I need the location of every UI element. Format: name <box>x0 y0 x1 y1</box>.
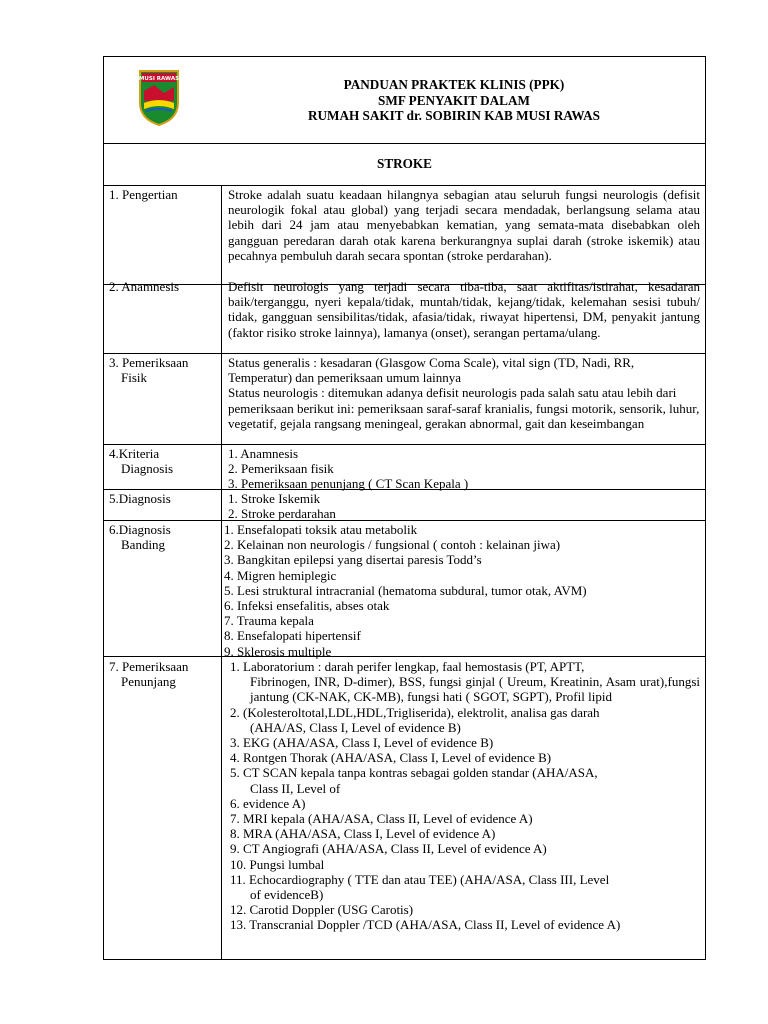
list-item: 2. Kelainan non neurologis / fungsional ( contoh : kelainan jiwa) <box>224 537 561 553</box>
list-item: 4. Rontgen Thorak (AHA/ASA, Class I, Level of evidence B) <box>230 750 552 766</box>
list-item: 12. Carotid Doppler (USG Carotis) <box>230 902 414 918</box>
label-diagnosis: 5.Diagnosis <box>109 491 171 506</box>
list-item: 8. MRA (AHA/ASA, Class I, Level of evidence A) <box>230 826 496 842</box>
list-item: 1. Laboratorium : darah perifer lengkap, faal hemostasis (PT, APTT, <box>230 659 585 674</box>
list-diagnosis-banding <box>224 522 587 659</box>
list-item: 6. Infeksi ensefalitis, abses otak <box>224 598 390 614</box>
list-item: 1. Ensefalopati toksik atau metabolik <box>224 522 418 537</box>
header-title-block <box>254 77 654 124</box>
list-item: 3. EKG (AHA/ASA, Class I, Level of evidence B) <box>230 735 494 751</box>
text-anamnesis: Defisit neurologis yang terjadi secara tiba-tiba, saat aktifitas/istirahat, kesadaran baik/terganggu, nyeri kepala/tidak, muntah/tidak, kejang/tidak, kelemahan sesisi tubuh/ tidak, gangguan sensibilitas/tidak, afasia/tidak, riwayat hipertensi, DM, penyakit jantung (faktor risiko stroke lainnya), lamanya (onset), serangan pertama/ulang. <box>228 279 700 340</box>
header-line-3: RUMAH SAKIT dr. SOBIRIN KAB MUSI RAWAS <box>307 108 600 123</box>
document-title-row <box>104 143 705 186</box>
label-line: Penunjang <box>121 674 176 689</box>
document-header <box>104 57 705 144</box>
list-item: 9. Sklerosis multiple <box>224 643 332 659</box>
list-item: 1. Anamnesis <box>228 446 299 461</box>
ppk-document <box>103 56 706 960</box>
status-neurologis: Status neurologis : ditemukan adanya defisit neurologis pada salah satu atau lebih dari pemeriksaan berikut ini: pemeriksaan saraf-saraf kranialis, fungsi motorik, sensorik, luhur, vegetatif, gejala rangsang meningeal, gerakan abnormal, gait dan keseimbangan <box>228 385 700 431</box>
list-item: 8. Ensefalopati hipertensif <box>224 628 361 644</box>
header-line-2: SMF PENYAKIT DALAM <box>378 92 530 108</box>
header-line-1: PANDUAN PRAKTEK KLINIS (PPK) <box>343 77 565 92</box>
label-pengertian: 1. Pengertian <box>109 187 178 202</box>
list-item: 7. MRI kepala (AHA/ASA, Class II, Level of evidence A) <box>230 811 533 827</box>
svg-text:MUSI RAWAS: MUSI RAWAS <box>138 76 180 82</box>
list-item: 6. evidence A) <box>230 795 306 811</box>
list-item-continuation: of evidenceB) <box>250 887 324 903</box>
list-item-continuation: Class II, Level of <box>250 780 341 796</box>
list-item-continuation: (AHA/AS, Class I, Level of evidence B) <box>250 719 461 735</box>
label-pemeriksaan-fisik <box>109 355 188 385</box>
list-item: 7. Trauma kepala <box>224 613 314 629</box>
column-divider <box>221 185 222 959</box>
list-item: 5. Lesi struktural intracranial (hematoma subdural, tumor otak, AVM) <box>224 582 587 598</box>
list-item: 5. CT SCAN kepala tanpa kontras sebagai golden standar (AHA/ASA, <box>230 765 598 781</box>
row-divider <box>104 353 705 354</box>
label-anamnesis: 2. Anamnesis <box>109 279 180 294</box>
list-item: 11. Echocardiography ( TTE dan atau TEE) (AHA/ASA, Class III, Level <box>230 871 610 887</box>
label-pemeriksaan-penunjang <box>109 659 188 689</box>
list-item: 3. Bangkitan epilepsi yang disertai paresis Todd’s <box>224 552 482 568</box>
label-line: 4.Kriteria <box>109 446 160 461</box>
text-pengertian: Stroke adalah suatu keadaan hilangnya sebagian atau seluruh fungsi neurologis (defisit neurologik fokal atau global) yang terjadi secara mendadak, berlangsung selama atau lebih dari 24 jam atau menyebabkan kematian, yang semata-mata disebabkan oleh gangguan peredaran darah otak karena berkurangnya suplai darah (stroke iskemik) atau pecahnya pembuluh darah secara spontan (stroke perdarahan). <box>228 187 700 263</box>
musi-rawas-emblem-icon <box>138 69 180 127</box>
list-item: 2. Pemeriksaan fisik <box>228 461 334 477</box>
list-pemeriksaan-penunjang <box>230 659 700 933</box>
label-line: 3. Pemeriksaan <box>109 355 189 370</box>
list-item: 3. Pemeriksaan penunjang ( CT Scan Kepala ) <box>228 476 469 492</box>
list-kriteria-diagnosis <box>228 446 700 492</box>
list-item: 10. Pungsi lumbal <box>230 856 325 872</box>
label-line: Banding <box>121 537 166 552</box>
label-line: 6.Diagnosis <box>109 522 171 537</box>
list-item: 4. Migren hemiplegic <box>224 567 337 583</box>
text-pemeriksaan-fisik <box>228 355 700 431</box>
label-diagnosis-banding <box>109 522 171 552</box>
list-item: 2. Stroke perdarahan <box>228 506 336 522</box>
list-item: 2. (Kolesteroltotal,LDL,HDL,Trigliserida), elektrolit, analisa gas darah <box>230 704 600 720</box>
label-line: Diagnosis <box>121 461 173 476</box>
document-title: STROKE <box>377 156 432 171</box>
list-item: 1. Stroke Iskemik <box>228 491 321 506</box>
label-line: 7. Pemeriksaan <box>109 659 189 674</box>
list-item: 13. Transcranial Doppler /TCD (AHA/ASA, Class II, Level of evidence A) <box>230 917 621 933</box>
list-item: 9. CT Angiografi (AHA/ASA, Class II, Level of evidence A) <box>230 841 547 857</box>
list-diagnosis <box>228 491 700 521</box>
list-item-continuation: Fibrinogen, INR, D-dimer), BSS, fungsi ginjal ( Ureum, Kreatinin, Asam urat),fungsi jantung (CK-NAK, CK-MB), fungsi hati ( SGOT, SGPT), Profil lipid <box>250 674 700 705</box>
row-divider <box>104 444 705 445</box>
status-generalis: Status generalis : kesadaran (Glasgow Coma Scale), vital sign (TD, Nadi, RR, Temperatur) dan pemeriksaan umum lainnya <box>228 355 635 386</box>
label-kriteria-diagnosis <box>109 446 173 476</box>
label-line: Fisik <box>121 370 148 385</box>
